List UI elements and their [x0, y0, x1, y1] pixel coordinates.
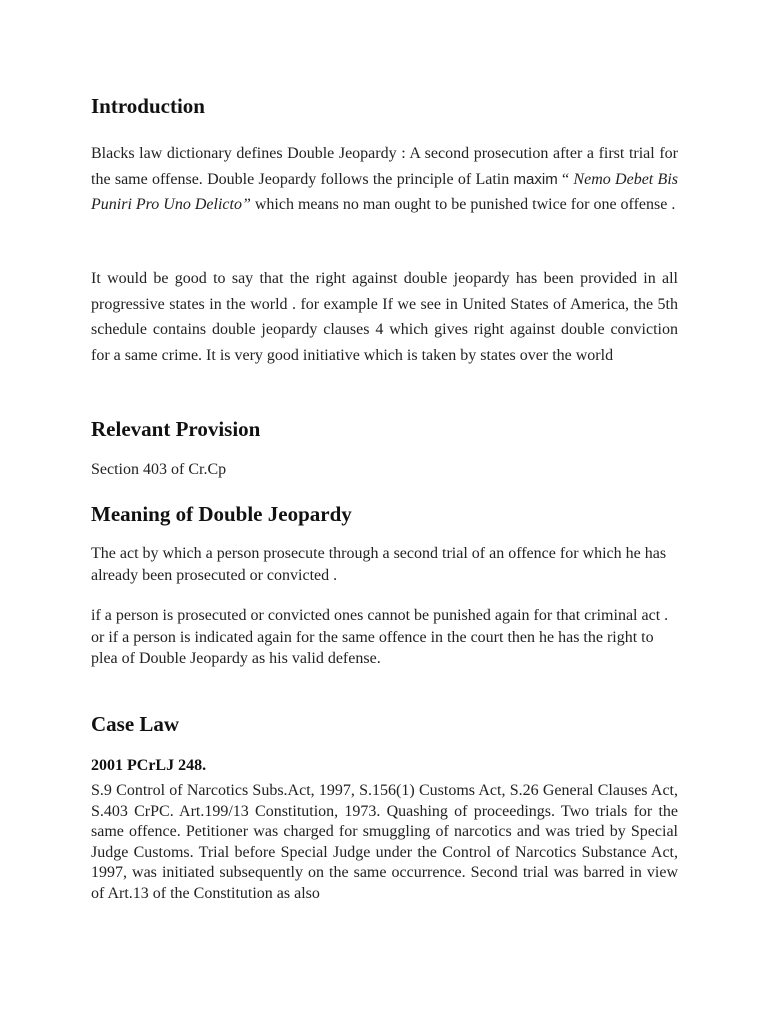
- introduction-paragraph-2: It would be good to say that the right against double jeopardy has been provided in all progressive states in the world . for example If we see in United States of America, the 5th schedule contains double jeopardy clauses 4 which gives right against double conviction for a same crime. It is very good initiative which is taken by states over the world: [91, 270, 678, 364]
- relevant-provision-text: Section 403 of Cr.Cp: [91, 461, 227, 478]
- intro-text-before-maxim: Blacks law dictionary defines Double Jeopardy : A second prosecution after a first trial for the same offense. Double Jeopardy follows the principle of Latin: [91, 145, 678, 188]
- meaning-paragraph-2: if a person is prosecuted or convicted ones cannot be punished again for that criminal act . or if a person is indicated again for the same offence in the court then he has the right to plea of Double Jeopardy as his valid defense.: [91, 607, 669, 667]
- meaning-heading: Meaning of Double Jeopardy: [91, 502, 352, 526]
- intro-text-after-maxim: which means no man ought to be punished twice for one offense .: [250, 196, 676, 213]
- maxim-word: maxim: [513, 170, 558, 188]
- open-quote: “: [557, 170, 574, 188]
- introduction-paragraph-1: [91, 141, 678, 218]
- relevant-provision-heading: Relevant Provision: [91, 417, 261, 441]
- case-citation: 2001 PCrLJ 248.: [91, 757, 207, 774]
- case-law-text: S.9 Control of Narcotics Subs.Act, 1997, S.156(1) Customs Act, S.26 General Clauses Act, S.403 CrPC. Art.199/13 Constitution, 1973. Quashing of proceedings. Two trials for the same offence. Petitioner was charged for smuggling of narcotics and was tried by Special Judge Customs. Trial before Special Judge under the Control of Narcotics Substance Act, 1997, was initiated subsequently on the same occurrence. Second trial was barred in view of Art.13 of the Constitution as also: [91, 782, 678, 902]
- case-law-heading: Case Law: [91, 712, 180, 736]
- introduction-heading: Introduction: [91, 94, 205, 118]
- latin-maxim: Nemo Debet Bis Puniri Pro Uno Delicto”: [91, 170, 678, 213]
- meaning-paragraph-1: The act by which a person prosecute through a second trial of an offence for which he has already been prosecuted or convicted .: [91, 545, 667, 584]
